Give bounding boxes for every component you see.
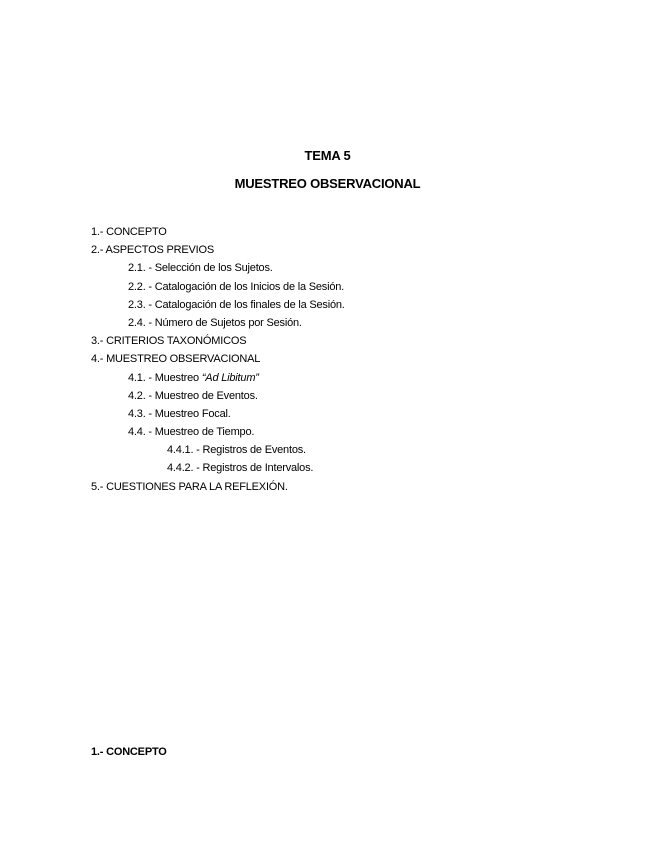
toc-item-5: 5.- CUESTIONES PARA LA REFLEXIÓN. — [91, 480, 288, 493]
toc-item-4-1 — [91, 369, 345, 387]
toc-item-2-4: 2.4. - Número de Sujetos por Sesión. — [128, 316, 302, 329]
toc-item-4-4: 4.4. - Muestreo de Tiempo. — [128, 426, 255, 439]
toc-item-4-2: 4.2. - Muestreo de Eventos. — [128, 389, 258, 402]
toc-item-4: 4.- MUESTREO OBSERVACIONAL — [91, 353, 261, 366]
toc-item-2-2: 2.2. - Catalogación de los Inicios de la Sesión. — [128, 280, 345, 293]
toc-item-2-3: 2.3. - Catalogación de los finales de la Sesión. — [128, 298, 345, 311]
toc-item-3: 3.- CRITERIOS TAXONÓMICOS — [91, 335, 247, 348]
toc-item-4-1-italic: “Ad Libitum” — [201, 371, 259, 384]
toc-item-4-4-1: 4.4.1. - Registros de Eventos. — [167, 444, 306, 457]
section-heading: 1.- CONCEPTO — [91, 746, 167, 758]
toc-item-4-1-prefix: 4.1. - Muestreo — [128, 371, 202, 384]
document-subtitle: MUESTREO OBSERVACIONAL — [234, 176, 421, 191]
toc-item-4-3: 4.3. - Muestreo Focal. — [128, 407, 231, 420]
toc-item-1: 1.- CONCEPTO — [91, 226, 167, 238]
toc-item-2-1: 2.1. - Selección de los Sujetos. — [128, 262, 273, 275]
toc-item-4-4-2: 4.4.2. - Registros de Intervalos. — [167, 462, 314, 475]
document-title: TEMA 5 — [304, 148, 351, 163]
toc-item-2: 2.- ASPECTOS PREVIOS — [91, 244, 214, 257]
table-of-contents — [91, 223, 345, 496]
